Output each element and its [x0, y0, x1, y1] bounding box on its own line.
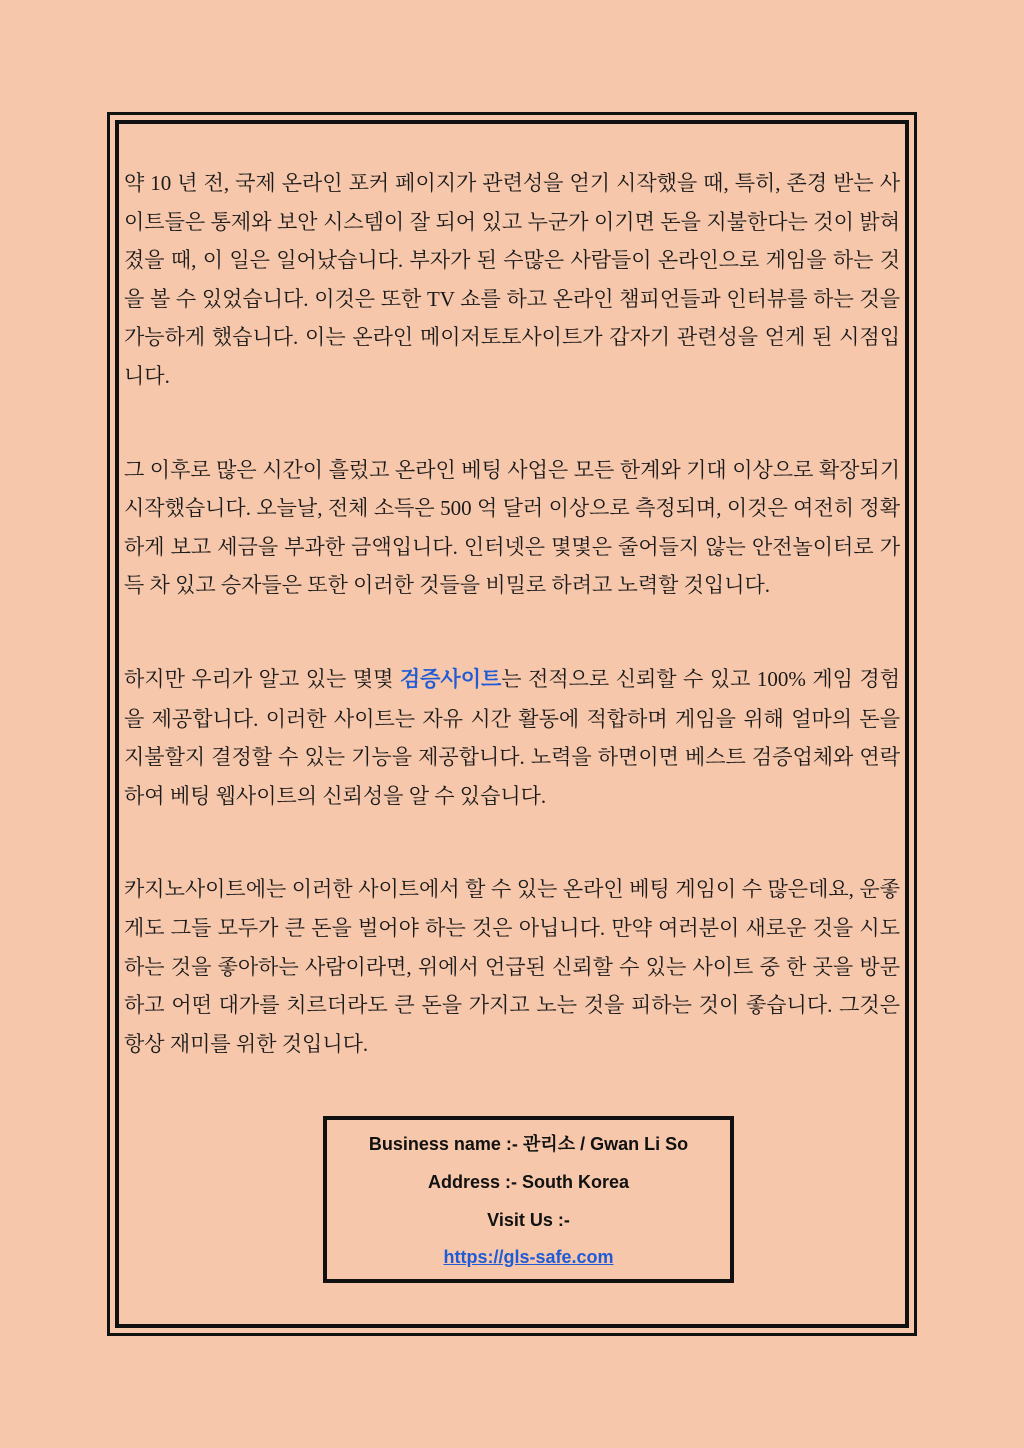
- business-info-box: [323, 1116, 734, 1283]
- business-address: Address :- South Korea: [427, 1172, 630, 1192]
- paragraph-1: 약 10 년 전, 국제 온라인 포커 페이지가 관련성을 얻기 시작했을 때, 특히, 존경 받는 사이트들은 통제와 보안 시스템이 잘 되어 있고 누군가 이기면 돈을 지불한다는 것이 밝혀졌을 때, 이 일은 일어났습니다. 부자가 된 수많은 사람들이 온라인으로 게임을 하는 것을 볼 수 있었습니다. 이것은 또한 TV 쇼를 하고 온라인 챔피언들과 인터뷰를 하는 것을 가능하게 했습니다. 이는 온라인 메이저토토사이트가 갑자기 관련성을 얻게 된 시점입니다.: [124, 171, 900, 388]
- website-link[interactable]: https://gls-safe.com: [443, 1247, 614, 1267]
- paragraph-2: 그 이후로 많은 시간이 흘렀고 온라인 베팅 사업은 모든 한계와 기대 이상으로 확장되기 시작했습니다. 오늘날, 전체 소득은 500 억 달러 이상으로 측정되며, 이것은 여전히 정확하게 보고 세금을 부과한 금액입니다. 인터넷은 몇몇은 줄어들지 않는 안전놀이터로 가득 차 있고 승자들은 또한 이러한 것들을 비밀로 하려고 노력할 것입니다.: [124, 457, 900, 598]
- verification-site-link[interactable]: 검증사이트: [399, 667, 502, 691]
- paragraph-3-before: 하지만 우리가 알고 있는 몇몇: [124, 666, 400, 691]
- paragraph-3-after: 는 전적으로 신뢰할 수 있고 100% 게임 경험을 제공합니다. 이러한 사이트는 자유 시간 활동에 적합하며 게임을 위해 얼마의 돈을 지불할지 결정할 수 있는 기능을 제공합니다. 노력을 하면이면 베스트 검증업체와 연락하여 베팅 웹사이트의 신뢰성을 알 수 있습니다.: [124, 666, 900, 808]
- business-url-row: [327, 1245, 730, 1269]
- business-name: Business name :- 관리소 / Gwan Li So: [368, 1134, 689, 1154]
- paragraph-3: [124, 660, 900, 815]
- article-body: [124, 164, 900, 1063]
- paragraph-4: 카지노사이트에는 이러한 사이트에서 할 수 있는 온라인 베팅 게임이 수 많은데요, 운좋게도 그들 모두가 큰 돈을 벌어야 하는 것은 아닙니다. 만약 여러분이 새로운 것을 시도하는 것을 좋아하는 사람이라면, 위에서 언급된 신뢰할 수 있는 사이트 중 한 곳을 방문하고 어떤 대가를 치르더라도 큰 돈을 가지고 노는 것을 피하는 것이 좋습니다. 그것은 항상 재미를 위한 것입니다.: [124, 877, 900, 1056]
- visit-us-label: Visit Us :-: [487, 1210, 570, 1230]
